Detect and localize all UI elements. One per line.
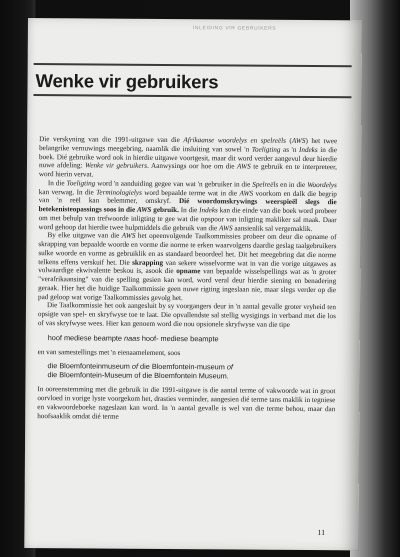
example-line: die Bloemfonteinmuseum of die Bloemfontein-museum of: [47, 361, 233, 372]
paragraph-1: Die verskyning van die 1991-uitgawe van die Afrikaanse woordelys en spelreëls (AWS) het twee belangrike vernuwings meegebring, naamlik die insluiting van sowel 'n Toeligting as 'n Indeks in die boek. Dié gebruike word ook in hierdie uitgawe voortgesit, maar dit word verder aangevul deur hierdie nuwe afdeling: Wenke vir gebruikers. Aanwysings oor hoe om die AWS te gebruik en te interpreteer, word hierin vervat.: [38, 135, 338, 179]
page-title: Wenke vir gebruikers: [35, 70, 219, 93]
running-head: INLEIDING VIR GEBRUIKERS: [192, 25, 277, 32]
example-line: hoof mediese beampte naas hoof- mediese beampte: [47, 332, 219, 343]
paragraph-4: Die Taalkommissie het ook aangesluit by sy voorgangers deur in 'n aantal gevalle groter vryheid ten opsigte van spel- en skryfwyse toe te laat. Die opvallendste sal stellig wysigings in verband met die los of vas skryfwyse wees. Hier kan genoem word die nou opsionele skryfwyse van die tipe: [37, 301, 337, 329]
example-line: die Bloemfontein-Museum of die Bloemfontein Museum.: [47, 370, 229, 381]
paragraph-2: In die Toeligting word 'n aanduiding gegee van wat 'n gebruiker in die Spelreëls en in die Woordelys kan verwag. In die Terminologielys word bepaalde terme wat in die AWS voorkom en dalk die begrip van 'n reël kan belemmer, omskryf. Dié woordomskrywings weerspieël slegs die betekenisteopassings soos in die AWS gebruik. In die Indeks kan die einde van die boek word probeer om met behulp van trefwoorde inligting te gee wat die opspoor van inligting makliker sal maak. Daar word gehoop dat hierdie twee hulpmiddels die gebruik van die AWS aansienlik sal vergemaklik.: [38, 178, 337, 233]
body-text: [37, 135, 337, 422]
example-proper-names: [47, 361, 335, 381]
title-rule-bottom: [33, 94, 351, 98]
book-page: [24, 18, 362, 550]
page-number: 11: [317, 528, 326, 538]
connector-sentence: en van samestellings met 'n eienaamelement, soos: [37, 347, 181, 357]
closing-paragraph: In ooreenstemming met die gebruik in die 1991-uitgawe is die aantal terme of vakwoorde wat in groot oorvloed in vorige lyste voorgekom het, drasties verminder, aangesien dié terme tans maklik in tegniese en vakwoordeboeke nageslaan kan word. In 'n aantal gevalle is wel van die terme behou, maar dan hoofsaaklik omdat dié terme: [37, 385, 336, 421]
example-compound-words: [48, 333, 336, 344]
title-rule-top: [34, 63, 352, 67]
paragraph-3: By elke uitgawe van die AWS het opeenvolgende Taalkommissies probeer om deur die opname of skrapping van bepaalde woorde en vorme die norme te erken waarvolgens daardie geslag taalgebruikers sulke woorde en vorme as gebruiklik en as standaard beoordeel het. Dit het meegebring dat die norme telkens effens verskuif het. Die skrapping van sekere wisselvorme wat in van die vorige uitgawes as volwaardige ekwivalente beskou is, asook die opname van bepaalde wisselspellings wat as 'n groter "verafrikaansing" van die spelling gesien kan word, word veral deur hierdie siening en benadering geraak. Hier het die huidige Taalkommissie geen nuwe rigting ingeslaan nie, maar slegs verder op die pad geloop wat vorige Taalkommissies gevolg het.: [38, 231, 337, 302]
